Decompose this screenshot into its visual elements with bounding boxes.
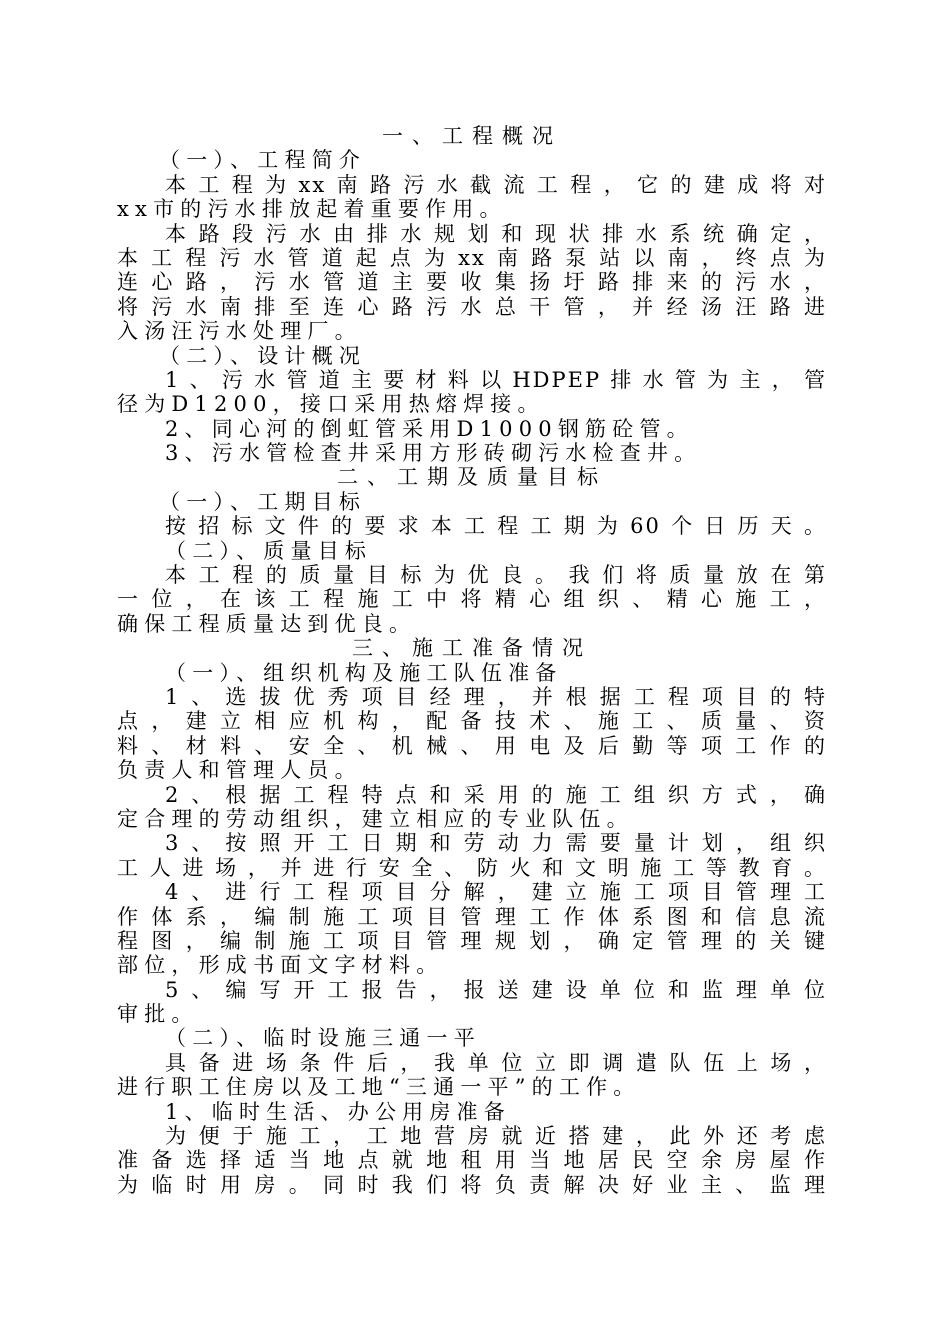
paragraph-line: 工人进场，并进行安全、防火和文明施工等教育。 bbox=[117, 855, 827, 880]
subsection-heading: （一）、工程简介 bbox=[159, 148, 367, 173]
section-heading: 二、工期及质量目标 bbox=[337, 465, 607, 490]
subsection-heading: （二）、设计概况 bbox=[159, 343, 367, 368]
paragraph-line: 准备选择适当地点就地租用当地居民空余房屋作 bbox=[117, 1148, 827, 1173]
paragraph-line: 负责人和管理人员。 bbox=[117, 758, 362, 783]
paragraph-line: 2、根据工程特点和采用的施工组织方式，确 bbox=[165, 782, 827, 807]
paragraph-line: 确保工程质量达到优良。 bbox=[117, 611, 417, 636]
paragraph-line: 本工程污水管道起点为xx南路泵站以南，终点为 bbox=[117, 245, 827, 270]
subsection-heading: （二）、质量目标 bbox=[165, 538, 373, 563]
paragraph-line: 按招标文件的要求本工程工期为60个日历天。 bbox=[165, 514, 827, 539]
paragraph-line: 料、材料、安全、机械、用电及后勤等项工作的 bbox=[117, 733, 827, 758]
paragraph-line: 径为D1200，接口采用热熔焊接。 bbox=[117, 392, 545, 417]
paragraph-line: 部位，形成书面文字材料。 bbox=[117, 953, 444, 978]
paragraph-line: 本工程的质量目标为优良。我们将质量放在第 bbox=[165, 563, 827, 588]
paragraph-line: 1、选拔优秀项目经理，并根据工程项目的特 bbox=[165, 684, 827, 709]
paragraph-line: 一位，在该工程施工中将精心组织、精心施工， bbox=[117, 587, 827, 612]
subsection-heading: 1、临时生活、办公用房准备 bbox=[165, 1099, 511, 1124]
paragraph-line: 连心路，污水管道主要收集扬圩路排来的污水， bbox=[117, 270, 827, 295]
paragraph-line: 5、编写开工报告，报送建设单位和监理单位 bbox=[165, 977, 827, 1002]
paragraph-line: 程图，编制施工项目管理规划，确定管理的关键 bbox=[117, 928, 827, 953]
paragraph-line: 定合理的劳动组织，建立相应的专业队伍。 bbox=[117, 806, 634, 831]
paragraph-line: 为便于施工，工地营房就近搭建，此外还考虑 bbox=[165, 1124, 827, 1149]
paragraph-line: 3、按照开工日期和劳动力需要量计划，组织 bbox=[165, 831, 827, 856]
paragraph-line: 审批。 bbox=[117, 1002, 199, 1027]
paragraph-line: 4、进行工程项目分解，建立施工项目管理工 bbox=[165, 880, 827, 905]
paragraph-line: 具备进场条件后，我单位立即调遣队伍上场， bbox=[165, 1050, 827, 1075]
section-heading: 三、施工准备情况 bbox=[352, 636, 592, 661]
subsection-heading: （一）、工期目标 bbox=[159, 489, 367, 514]
paragraph-line: 入汤汪污水处理厂。 bbox=[117, 319, 362, 344]
paragraph-line: 1、污水管道主要材料以HDPEP排水管为主，管 bbox=[165, 367, 827, 392]
paragraph-line: xx市的污水排放起着重要作用。 bbox=[117, 197, 507, 222]
paragraph-line: 为临时用房。同时我们将负责解决好业主、监理 bbox=[117, 1172, 827, 1197]
paragraph-line: 进行职工住房以及工地“三通一平”的工作。 bbox=[117, 1075, 641, 1100]
paragraph-line: 本工程为xx南路污水截流工程，它的建成将对 bbox=[165, 172, 827, 197]
paragraph-line: 本路段污水由排水规划和现状排水系统确定， bbox=[165, 221, 827, 246]
paragraph-line: 将污水南排至连心路污水总干管，并经汤汪路进 bbox=[117, 294, 827, 319]
section-heading: 一、工程概况 bbox=[382, 124, 562, 148]
paragraph-line: 3、污水管检查井采用方形砖砌污水检查井。 bbox=[165, 441, 702, 466]
subsection-heading: （二）、临时设施三通一平 bbox=[165, 1026, 481, 1051]
paragraph-line: 作体系，编制施工项目管理工作体系图和信息流 bbox=[117, 904, 827, 929]
paragraph-line: 点，建立相应机构，配备技术、施工、质量、资 bbox=[117, 709, 827, 734]
paragraph-line: 2、同心河的倒虹管采用D1000钢筋砼管。 bbox=[165, 416, 694, 441]
document-body bbox=[117, 124, 827, 1197]
subsection-heading: （一）、组织机构及施工队伍准备 bbox=[165, 660, 563, 685]
